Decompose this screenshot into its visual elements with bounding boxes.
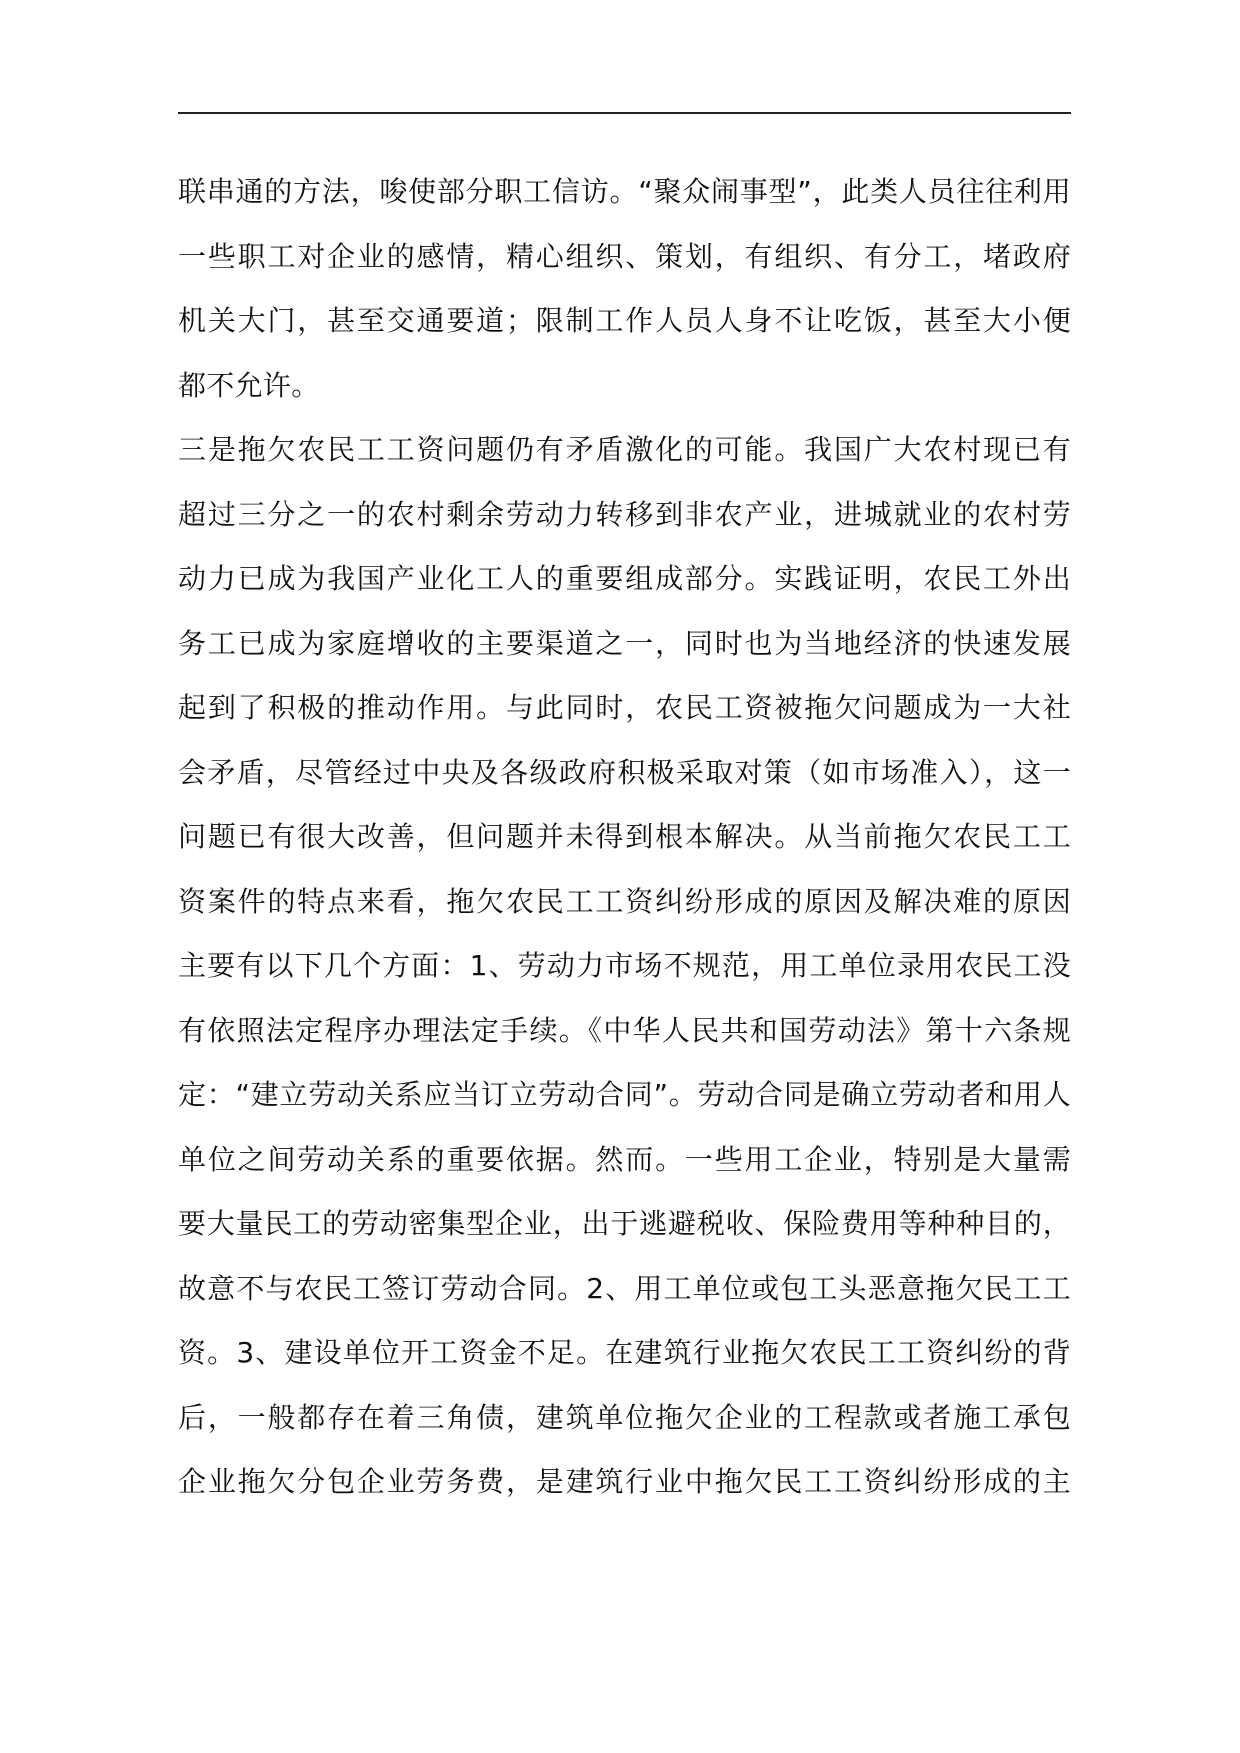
- text-line-2: 一些职工对企业的感情，精心组织、策划，有组织、有分工，堵政府: [178, 239, 1071, 273]
- text-line-4: 都不允许。: [178, 368, 320, 402]
- text-line-10: 会矛盾，尽管经过中央及各级政府积极采取对策（如市场准入），这一: [178, 755, 1071, 789]
- text-line-8: 务工已成为家庭增收的主要渠道之一，同时也为当地经济的快速发展: [178, 626, 1071, 660]
- text-line-20: 后，一般都存在着三角债，建筑单位拖欠企业的工程款或者施工承包: [178, 1400, 1071, 1434]
- text-line-17: 要大量民工的劳动密集型企业，出于逃避税收、保险费用等种种目的，: [178, 1207, 1071, 1240]
- text-line-15: 定：“建立劳动关系应当订立劳动合同”。劳动合同是确立劳动者和用人: [178, 1078, 1071, 1111]
- header-rule: [178, 112, 1071, 114]
- text-line-16: 单位之间劳动关系的重要依据。然而。一些用工企业，特别是大量需: [178, 1142, 1071, 1176]
- text-line-3: 机关大门，甚至交通要道；限制工作人员人身不让吃饭，甚至大小便: [178, 304, 1071, 337]
- text-line-11: 问题已有很大改善，但问题并未得到根本解决。从当前拖欠农民工工: [178, 820, 1071, 853]
- text-line-7: 动力已成为我国产业化工人的重要组成部分。实践证明，农民工外出: [178, 562, 1071, 595]
- text-line-18: 故意不与农民工签订劳动合同。2、用工单位或包工头恶意拖欠民工工: [178, 1271, 1071, 1305]
- text-line-6: 超过三分之一的农村剩余劳动力转移到非农产业，进城就业的农村劳: [178, 497, 1071, 531]
- text-line-9: 起到了积极的推动作用。与此同时，农民工资被拖欠问题成为一大社: [178, 691, 1071, 724]
- text-line-1: 联串通的方法，唆使部分职工信访。“聚众闹事型”，此类人员往往利用: [178, 175, 1071, 208]
- text-line-5: 三是拖欠农民工工资问题仍有矛盾激化的可能。我国广大农村现已有: [178, 433, 1071, 466]
- text-line-21: 企业拖欠分包企业劳务费，是建筑行业中拖欠民工工资纠纷形成的主: [178, 1465, 1071, 1498]
- text-line-13: 主要有以下几个方面：1、劳动力市场不规范，用工单位录用农民工没: [178, 949, 1071, 982]
- text-line-14: 有依照法定程序办理法定手续。《中华人民共和国劳动法》第十六条规: [178, 1013, 1071, 1047]
- text-line-19: 资。3、建设单位开工资金不足。在建筑行业拖欠农民工工资纠纷的背: [178, 1336, 1071, 1369]
- text-line-12: 资案件的特点来看，拖欠农民工工资纠纷形成的原因及解决难的原因: [178, 884, 1071, 918]
- body-text: [178, 160, 1071, 1515]
